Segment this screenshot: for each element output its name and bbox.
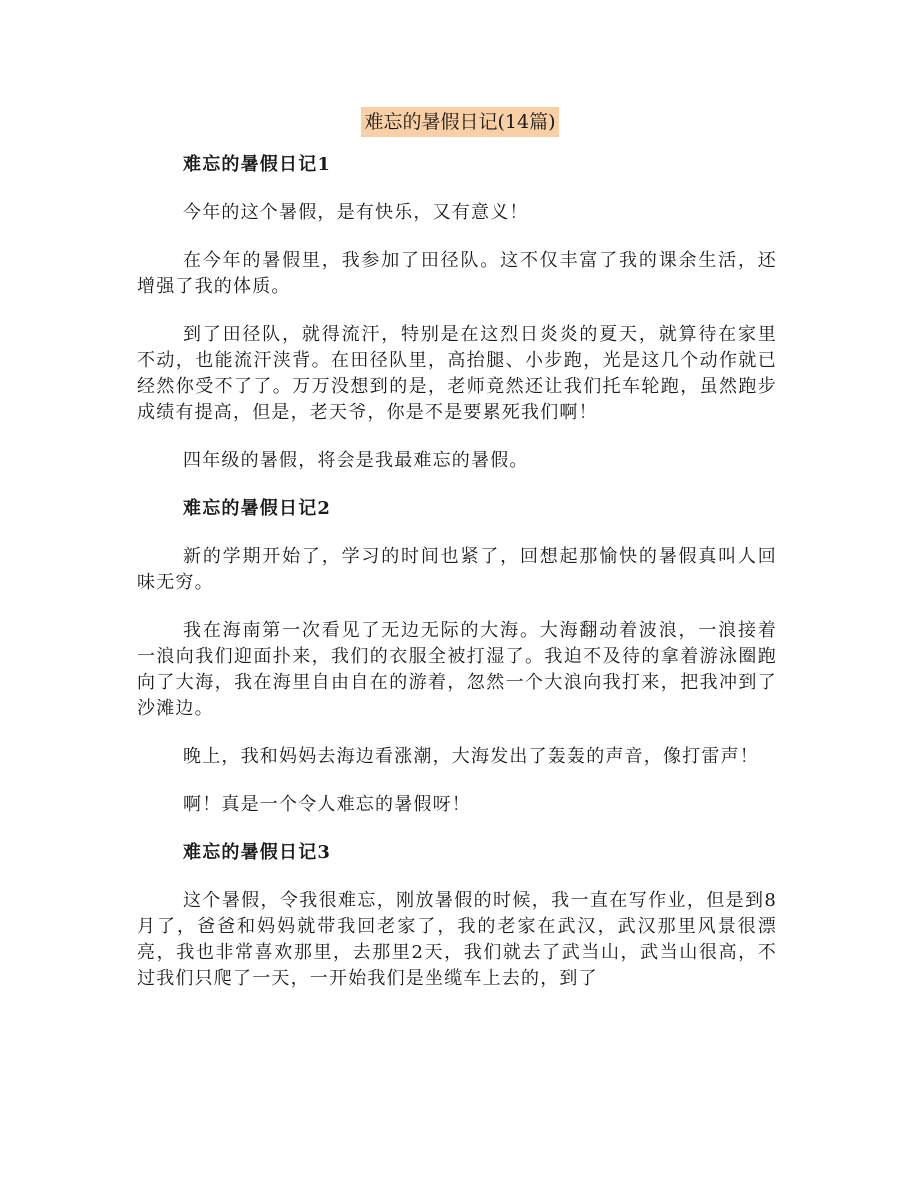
document-body [137, 152, 777, 1014]
paragraph: 晚上，我和妈妈去海边看涨潮，大海发出了轰轰的声音，像打雷声！ [183, 746, 759, 767]
diary-entry-2 [137, 496, 777, 818]
entry-heading: 难忘的暑假日记2 [183, 498, 332, 519]
paragraph: 到了田径队，就得流汗，特别是在这烈日炎炎的夏天，就算待在家里不动，也能流汗浃背。在田径队里，高抬腿、小步跑，光是这几个动作就已经然你受不了了。万万没想到的是，老师竟然还让我们托车轮跑，虽然跑步成绩有提高，但是，老天爷，你是不是要累死我们啊！ [137, 324, 777, 423]
paragraph: 今年的这个暑假，是有快乐，又有意义！ [183, 202, 529, 223]
diary-entry-1 [137, 152, 777, 474]
document-title [0, 107, 920, 137]
paragraph: 我在海南第一次看见了无边无际的大海。大海翻动着波浪，一浪接着一浪向我们迎面扑来，我们的衣服全被打湿了。我迫不及待的拿着游泳圈跑向了大海，我在海里自由自在的游着，忽然一个大浪向我打来，把我冲到了沙滩边。 [137, 620, 777, 719]
document-title-text: 难忘的暑假日记(14篇) [361, 107, 558, 137]
paragraph: 啊！真是一个令人难忘的暑假呀！ [183, 794, 471, 815]
paragraph: 新的学期开始了，学习的时间也紧了，回想起那愉快的暑假真叫人回味无穷。 [137, 546, 777, 593]
paragraph: 四年级的暑假，将会是我最难忘的暑假。 [183, 450, 529, 471]
paragraph: 这个暑假，令我很难忘，刚放暑假的时候，我一直在写作业，但是到8月了，爸爸和妈妈就带我回老家了，我的老家在武汉，武汉那里风景很漂亮，我也非常喜欢那里，去那里2天，我们就去了武当山，武当山很高，不过我们只爬了一天，一开始我们是坐缆车上去的，到了 [137, 890, 777, 989]
entry-heading: 难忘的暑假日记3 [183, 842, 332, 863]
diary-entry-3 [137, 840, 777, 992]
paragraph: 在今年的暑假里，我参加了田径队。这不仅丰富了我的课余生活，还增强了我的体质。 [137, 250, 777, 297]
entry-heading: 难忘的暑假日记1 [183, 154, 332, 175]
